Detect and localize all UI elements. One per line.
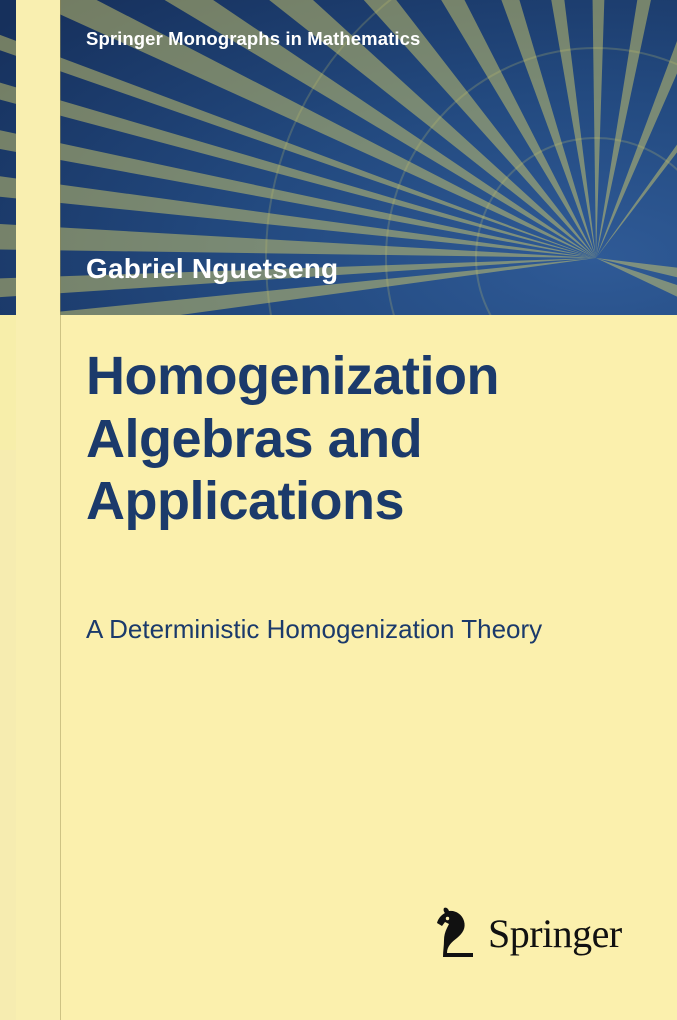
cover-top-band — [0, 0, 677, 315]
author-name: Gabriel Nguetseng — [86, 253, 339, 284]
spine-band — [16, 0, 60, 1020]
publisher-name: Springer — [488, 910, 622, 956]
spine-divider-rule — [60, 0, 61, 1020]
book-title: Homogenization Algebras and Applications — [86, 346, 499, 532]
book-subtitle: A Deterministic Homogenization Theory — [86, 614, 543, 644]
spine-edge-stripe — [0, 450, 16, 1020]
springer-knight-icon — [430, 905, 482, 961]
publisher-logo — [430, 905, 622, 961]
series-title: Springer Monographs in Mathematics — [86, 28, 421, 49]
